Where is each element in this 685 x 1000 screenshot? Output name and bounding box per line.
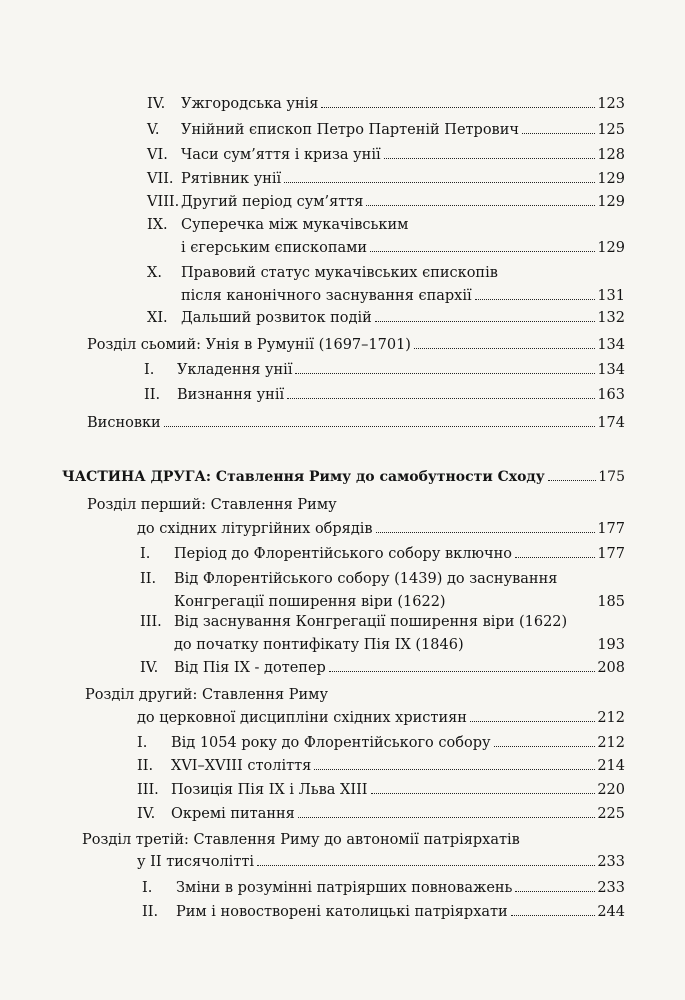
toc-entry-page: 233 xyxy=(597,854,625,870)
toc-entry-title-line: Правовий статус мукачівських єпископів xyxy=(181,265,498,281)
toc-entry xyxy=(140,545,625,563)
toc-entry-title: Висновки xyxy=(87,415,161,431)
toc-entry xyxy=(174,636,625,654)
toc-entry-title: Ужгородська унія xyxy=(181,96,319,112)
toc-entry-number: X. xyxy=(147,265,162,281)
toc-entry-number: IV. xyxy=(137,806,156,822)
toc-entry-page: 129 xyxy=(597,171,625,187)
toc-entry-number: VII. xyxy=(147,171,174,187)
leader-dots xyxy=(329,671,595,672)
toc-entry-page: 128 xyxy=(597,147,625,163)
toc-entry-number: IX. xyxy=(147,217,168,233)
toc-entry-title: Зміни в розумінні патріярших повноважень xyxy=(176,880,513,896)
toc-entry-title: Унійний єпископ Петро Партеній Петрович xyxy=(181,122,519,138)
toc-entry-number: VIII. xyxy=(147,194,180,210)
toc-entry xyxy=(137,805,625,823)
toc-entry-page: 193 xyxy=(597,637,625,653)
toc-entry-title: до східних літургійних обрядів xyxy=(137,521,373,537)
leader-dots xyxy=(470,721,595,722)
toc-chapter-entry xyxy=(137,709,625,727)
toc-entry-page: 177 xyxy=(597,546,625,562)
toc-entry-number: III. xyxy=(140,614,162,630)
toc-chapter-title-line: Розділ другий: Ставлення Риму xyxy=(85,687,328,703)
leader-dots xyxy=(295,373,595,374)
leader-dots xyxy=(475,299,596,300)
toc-chapter-title-line: Розділ третій: Ставлення Риму до автономії патріярхатів xyxy=(82,832,520,848)
toc-entry-title: Період до Флорентійського собору включно xyxy=(174,546,513,562)
toc-entry xyxy=(181,239,625,257)
toc-entry-title: Конгрегації поширення віри (1622) xyxy=(174,594,446,610)
leader-dots xyxy=(257,865,595,866)
leader-dots xyxy=(511,915,596,916)
leader-dots xyxy=(494,746,596,747)
toc-entry xyxy=(147,170,625,188)
toc-entry-number: I. xyxy=(140,546,151,562)
toc-entry-page: 225 xyxy=(597,806,625,822)
toc-entry xyxy=(144,361,625,379)
toc-entry-title: Визнання унії xyxy=(177,387,285,403)
toc-entry-number: XI. xyxy=(147,310,168,326)
leader-dots xyxy=(321,107,595,108)
leader-dots xyxy=(164,426,596,427)
toc-entry-title: і єгерським єпископами xyxy=(181,240,368,256)
toc-entry-title: Другий період сум’яття xyxy=(181,194,364,210)
toc-entry-page: 220 xyxy=(597,782,625,798)
toc-entry-title: Рятівник унії xyxy=(181,171,282,187)
toc-entry-page: 134 xyxy=(597,337,625,353)
toc-entry-number: VI. xyxy=(147,147,168,163)
toc-entry-number: I. xyxy=(137,735,148,751)
toc-entry xyxy=(147,193,625,211)
leader-dots xyxy=(375,321,596,322)
toc-chapter-entry xyxy=(137,520,625,538)
toc-entry xyxy=(147,146,625,164)
leader-dots xyxy=(370,251,595,252)
toc-entry-page: 131 xyxy=(597,288,625,304)
toc-entry-title: Розділ сьомий: Унія в Румунії (1697–1701) xyxy=(87,337,411,353)
toc-entry-title: Окремі питання xyxy=(171,806,295,822)
leader-dots xyxy=(467,648,596,649)
leader-dots xyxy=(384,158,596,159)
toc-entry-number: I. xyxy=(142,880,153,896)
toc-entry-number: III. xyxy=(137,782,159,798)
toc-entry-page: 185 xyxy=(597,594,625,610)
leader-dots xyxy=(376,532,596,533)
toc-entry-page: 214 xyxy=(597,758,625,774)
leader-dots xyxy=(449,605,596,606)
toc-entry-page: 208 xyxy=(597,660,625,676)
toc-entry xyxy=(140,659,625,677)
toc-entry-title: у II тисячолітті xyxy=(137,854,255,870)
toc-entry-title: Рим і новостворені католицькі патріярхати xyxy=(176,904,508,920)
toc-chapter-entry xyxy=(87,414,625,432)
toc-entry-title: ЧАСТИНА ДРУГА: Ставлення Риму до самобутности Сходу xyxy=(62,469,545,485)
toc-entry xyxy=(181,287,625,305)
leader-dots xyxy=(298,817,596,818)
leader-dots xyxy=(522,133,595,134)
toc-entry-title: Від 1054 року до Флорентійського собору xyxy=(171,735,491,751)
toc-entry-number: V. xyxy=(147,122,160,138)
toc-entry-page: 212 xyxy=(597,735,625,751)
toc-entry-title: до церковної дисципліни східних християн xyxy=(137,710,467,726)
leader-dots xyxy=(287,398,595,399)
toc-entry xyxy=(144,386,625,404)
toc-entry-number: IV. xyxy=(140,660,159,676)
leader-dots xyxy=(366,205,595,206)
toc-entry-title: до початку понтифікату Пія IX (1846) xyxy=(174,637,464,653)
toc-entry-page: 244 xyxy=(597,904,625,920)
toc-entry-number: II. xyxy=(137,758,154,774)
leader-dots xyxy=(515,891,595,892)
toc-entry-title: Укладення унії xyxy=(177,362,293,378)
toc-entry xyxy=(137,781,625,799)
toc-chapter-entry xyxy=(87,336,625,354)
toc-entry-number: IV. xyxy=(147,96,166,112)
leader-dots xyxy=(414,348,595,349)
toc-entry-page: 129 xyxy=(597,194,625,210)
leader-dots xyxy=(284,182,595,183)
toc-entry xyxy=(137,734,625,752)
toc-entry-page: 129 xyxy=(597,240,625,256)
toc-entry-title: Часи сум’яття і криза унії xyxy=(181,147,381,163)
toc-entry xyxy=(147,95,625,113)
toc-entry-page: 125 xyxy=(597,122,625,138)
toc-entry-page: 175 xyxy=(598,469,625,485)
leader-dots xyxy=(371,793,596,794)
toc-entry-number: II. xyxy=(142,904,159,920)
toc-chapter-title-line: Розділ перший: Ставлення Риму xyxy=(87,497,337,513)
toc-entry-title: Дальший розвиток подій xyxy=(181,310,372,326)
toc-entry-page: 134 xyxy=(597,362,625,378)
toc-entry xyxy=(142,879,625,897)
toc-entry-page: 123 xyxy=(597,96,625,112)
toc-entry xyxy=(174,593,625,611)
toc-part-entry xyxy=(62,468,625,486)
toc-entry-number: I. xyxy=(144,362,155,378)
toc-entry-title: після канонічного заснування єпархії xyxy=(181,288,472,304)
toc-entry xyxy=(147,309,625,327)
toc-entry-title-line: Суперечка між мукачівським xyxy=(181,217,409,233)
toc-entry-title: Позиція Пія IX і Льва XIII xyxy=(171,782,368,798)
toc-entry-title-line: Від заснування Конгрегації поширення віри (1622) xyxy=(174,614,568,630)
toc-chapter-entry xyxy=(137,853,625,871)
toc-entry-title: Від Пія IX - дотепер xyxy=(174,660,326,676)
toc-entry xyxy=(142,903,625,921)
leader-dots xyxy=(548,480,597,481)
toc-entry xyxy=(137,757,625,775)
toc-entry-page: 177 xyxy=(597,521,625,537)
toc-entry-number: II. xyxy=(144,387,161,403)
toc-entry-title-line: Від Флорентійського собору (1439) до заснування xyxy=(174,571,558,587)
toc-entry-page: 174 xyxy=(597,415,625,431)
toc-entry-page: 163 xyxy=(597,387,625,403)
toc-entry-page: 212 xyxy=(597,710,625,726)
toc-entry-page: 132 xyxy=(597,310,625,326)
leader-dots xyxy=(515,557,595,558)
toc-entry xyxy=(147,121,625,139)
toc-entry-title: XVI–XVIII століття xyxy=(171,758,312,774)
leader-dots xyxy=(314,769,595,770)
toc-entry-number: II. xyxy=(140,571,157,587)
toc-entry-page: 233 xyxy=(597,880,625,896)
